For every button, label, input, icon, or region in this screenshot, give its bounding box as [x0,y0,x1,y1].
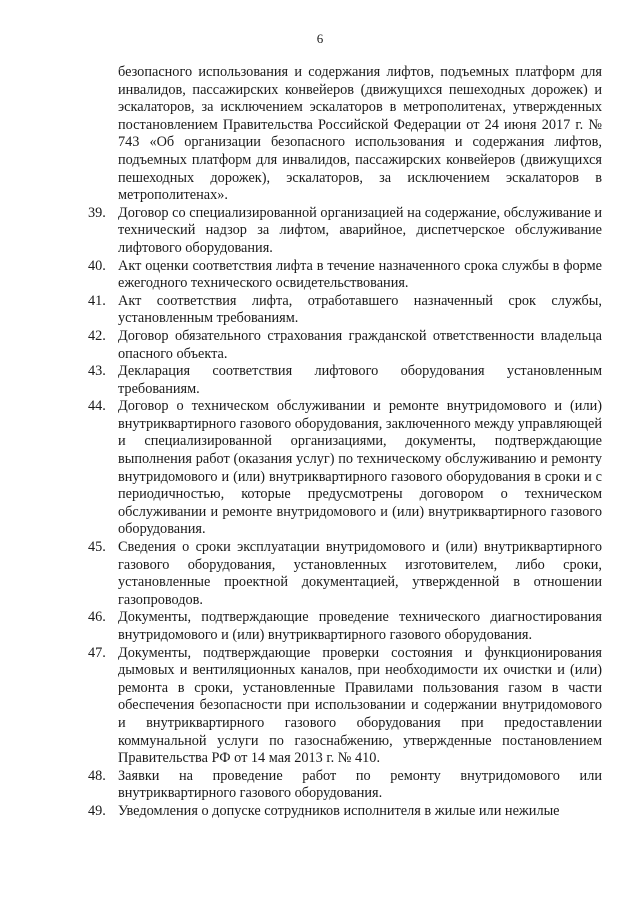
list-item [88,293,602,328]
list-item-number: 45. [88,539,106,556]
page-number: 6 [316,31,324,46]
list-item-number: 47. [88,644,106,661]
list-item-text: Уведомления о допуске сотрудников исполнителя в жилые или нежилые [118,802,560,819]
list-item [88,205,602,258]
continuation-paragraph: безопасного использования и содержания лифтов, подъемных платформ для инвалидов, пассажирских конвейеров (движущихся пешеходных дорожек) и эскалаторов, за исключением эскалаторов в метрополитенах, утвержденных постановлением Правительства Российской Федерации от 24 июня 2017 г. № 743 «Об организации безопасного использования и содержания лифтов, подъемных платформ для инвалидов, пассажирских конвейеров (движущихся пешеходных дорожек), эскалаторов, за исключением эскалаторов в метрополитенах». [118,64,602,204]
list-item-number: 42. [88,327,106,344]
list-item-number: 46. [88,609,106,626]
list-item-text: Акт соответствия лифта, отработавшего назначенный срок службы, установленным требованиям. [118,292,602,327]
list-item [88,539,602,609]
list-item-text: Документы, подтверждающие проведение технического диагностирования внутридомового и (или) внутриквартирного газового оборудования. [118,609,602,643]
list-item-number: 40. [88,257,106,274]
list-item [88,645,602,768]
list-item-number: 49. [88,802,106,819]
list-item-text: Договор о техническом обслуживании и ремонте внутридомового и (или) внутриквартирного газового оборудования, заключенного между управляющей и специализированной организациями, документы, подтверждающие выполнения работ (оказания услуг) по техническому обслуживанию и ремонту внутридомового и (или) внутриквартирного газового оборудования в сроки и с периодичностью, которые предусмотрены договором о техническом обслуживании и ремонте внутридомового и (или) внутриквартирного газового оборудования. [118,398,602,538]
list-item [88,768,602,803]
list-item [88,363,602,398]
list-item-number: 48. [88,767,106,784]
list-item-number: 44. [88,398,106,415]
list-item-text: Договор со специализированной организацией на содержание, обслуживание и технический надзор за лифтом, аварийное, диспетчерское обслуживание лифтового оборудования. [118,204,602,256]
list-item [88,258,602,293]
list-item-number: 39. [88,204,106,221]
list-item-text: Сведения о сроки эксплуатации внутридомового и (или) внутриквартирного газового оборудования, установленных изготовителем, либо сроки, установленные проектной документацией, утвержденной в отношении газопроводов. [118,539,602,608]
list-item [88,609,602,644]
list-item-text: Заявки на проведение работ по ремонту внутридомового или внутриквартирного газового оборудования. [118,767,602,802]
list-item [88,328,602,363]
numbered-list [88,205,602,821]
list-item [88,398,602,539]
list-item-number: 43. [88,363,106,380]
list-item-text: Декларация соответствия лифтового оборудования установленным требованиям. [118,363,602,397]
document-body [88,64,602,821]
list-item-text: Договор обязательного страхования гражданской ответственности владельца опасного объекта. [118,327,602,362]
list-item-text: Документы, подтверждающие проверки состояния и функционирования дымовых и вентиляционных каналов, при необходимости их очистки и (или) ремонта в сроки, установленные Правилами пользования газом в части обеспечения безопасности при использовании и содержании внутридомового и внутриквартирного газового оборудования при предоставлении коммунальной услуги по газоснабжению, утвержденные постановлением Правительства РФ от 14 мая 2013 г. № 410. [118,644,602,767]
list-item-text: Акт оценки соответствия лифта в течение назначенного срока службы в форме ежегодного технического освидетельствования. [118,257,602,292]
list-item-number: 41. [88,292,106,309]
list-item [88,803,602,821]
